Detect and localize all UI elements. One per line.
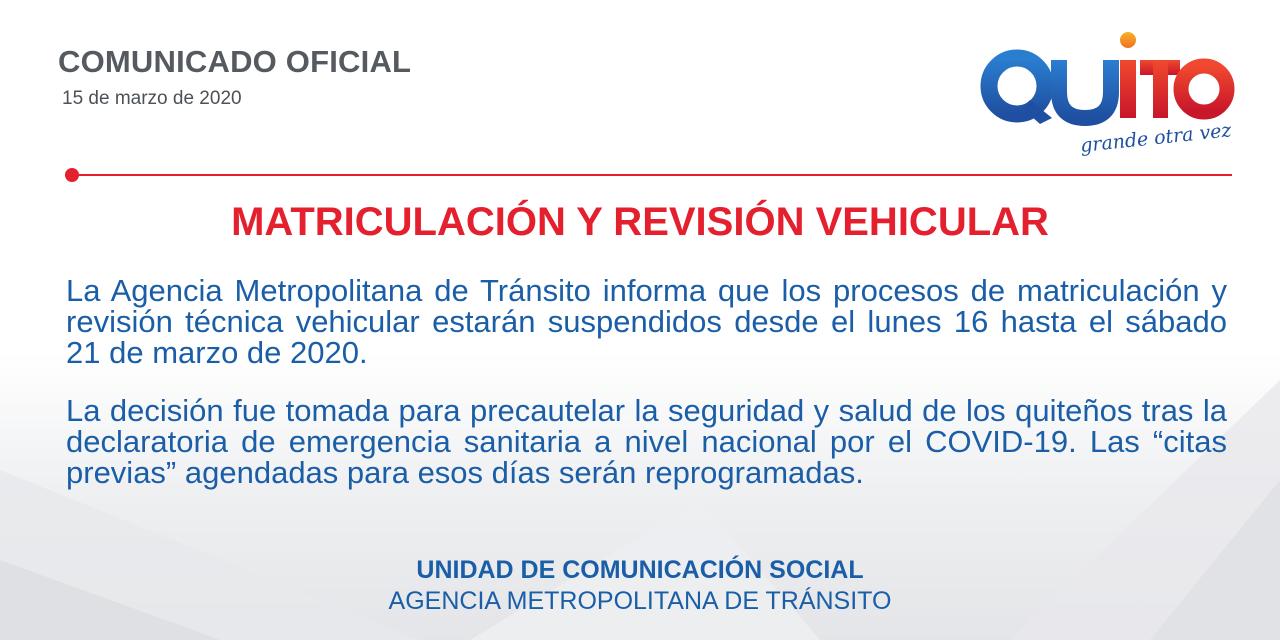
footer-agency: AGENCIA METROPOLITANA DE TRÁNSITO xyxy=(388,587,892,615)
logo-letter-u xyxy=(1059,60,1111,118)
divider-line xyxy=(72,174,1232,176)
logo-letter-o xyxy=(1181,66,1227,112)
body-paragraph: La decisión fue tomada para precautelar la seguridad y salud de los quiteños tras la declaratoria de emergencia sanitaria a nivel nacional por el COVID-19. Las “citas previas” agendadas para esos días serán reprogramadas. xyxy=(66,393,1227,490)
logo-letter-q xyxy=(989,58,1052,124)
header-date: 15 de marzo de 2020 xyxy=(62,88,242,109)
header-divider xyxy=(60,164,1232,186)
logo-dot xyxy=(1120,32,1136,48)
body-paragraph: La Agencia Metropolitana de Tránsito informa que los procesos de matriculación y revisión técnica vehicular estarán suspendidos desde el lunes 16 hasta el sábado 21 de marzo de 2020. xyxy=(66,273,1227,370)
logo-tagline: grande otra vez xyxy=(1079,119,1233,158)
headline: MATRICULACIÓN Y REVISIÓN VEHICULAR xyxy=(231,200,1049,244)
header-title: COMUNICADO OFICIAL xyxy=(58,44,412,79)
quito-logo xyxy=(968,22,1236,158)
logo-letter-i xyxy=(1120,60,1136,118)
footer-org: UNIDAD DE COMUNICACIÓN SOCIAL xyxy=(416,556,864,584)
